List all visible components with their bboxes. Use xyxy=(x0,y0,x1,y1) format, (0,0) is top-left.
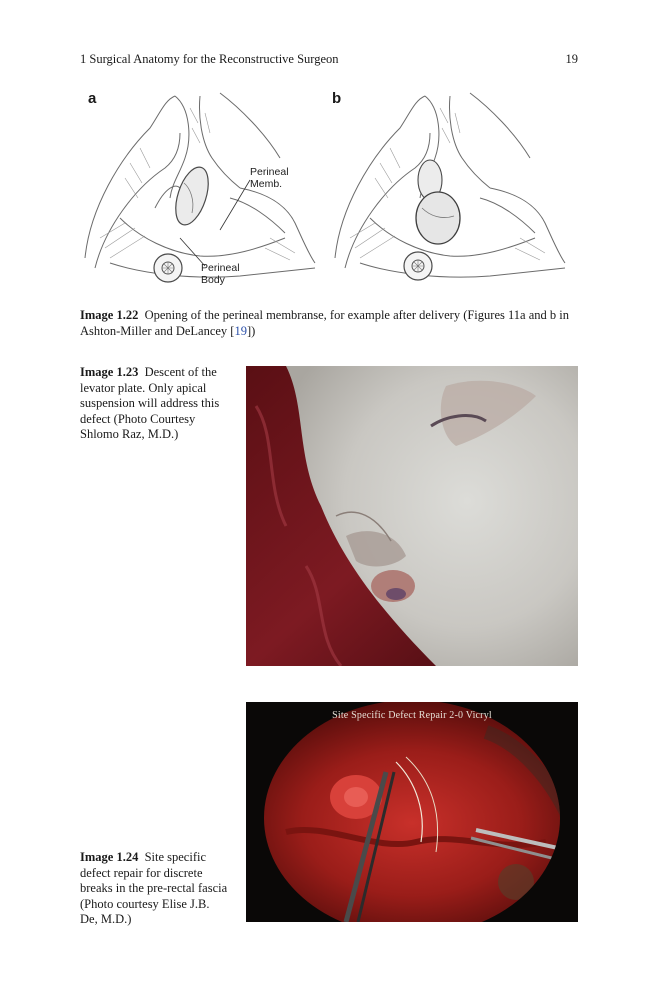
caption-label: Image 1.23 xyxy=(80,365,139,379)
citation-link[interactable]: 19 xyxy=(234,324,247,338)
caption-label: Image 1.22 xyxy=(80,308,139,322)
figure-panel-b xyxy=(330,88,570,288)
surgical-photo-1-24 xyxy=(246,702,578,922)
caption-text: Site specific defect repair for discrete breaks in the pre-rectal fascia (Photo courtesy Elise J.B. De, M.D.) xyxy=(80,850,228,926)
chapter-title: 1 Surgical Anatomy for the Reconstructive Surgeon xyxy=(80,52,339,66)
defect-repair-photo xyxy=(246,702,578,922)
panel-label-b: b xyxy=(332,90,342,107)
figure-1-22 xyxy=(80,88,580,288)
caption-image-1-23 xyxy=(80,365,230,443)
caption-image-1-24 xyxy=(80,850,230,928)
clinical-photo-1-23 xyxy=(246,366,578,666)
caption-text-end: ]) xyxy=(246,324,256,338)
pelvis-drawing-b xyxy=(330,88,570,288)
caption-image-1-22 xyxy=(80,307,580,339)
caption-text: Opening of the perineal membranse, for example after delivery (Figures 11a and b in Ashton-Miller and DeLancey [ xyxy=(80,308,569,338)
levator-descent-photo xyxy=(246,366,578,666)
video-overlay-text: Site Specific Defect Repair 2-0 Vicryl xyxy=(332,710,492,721)
perineal-membrane-label: Perineal Memb. xyxy=(250,166,289,190)
caption-label: Image 1.24 xyxy=(80,850,139,864)
panel-label-a: a xyxy=(88,90,97,107)
page-number: 19 xyxy=(565,52,578,66)
running-header xyxy=(80,52,578,70)
perineal-body-label: Perineal Body xyxy=(201,262,240,286)
caption-text: Descent of the levator plate. Only apical suspension will address this defect (Photo Courtesy Shlomo Raz, M.D.) xyxy=(80,365,220,441)
figure-panel-a xyxy=(80,88,320,288)
